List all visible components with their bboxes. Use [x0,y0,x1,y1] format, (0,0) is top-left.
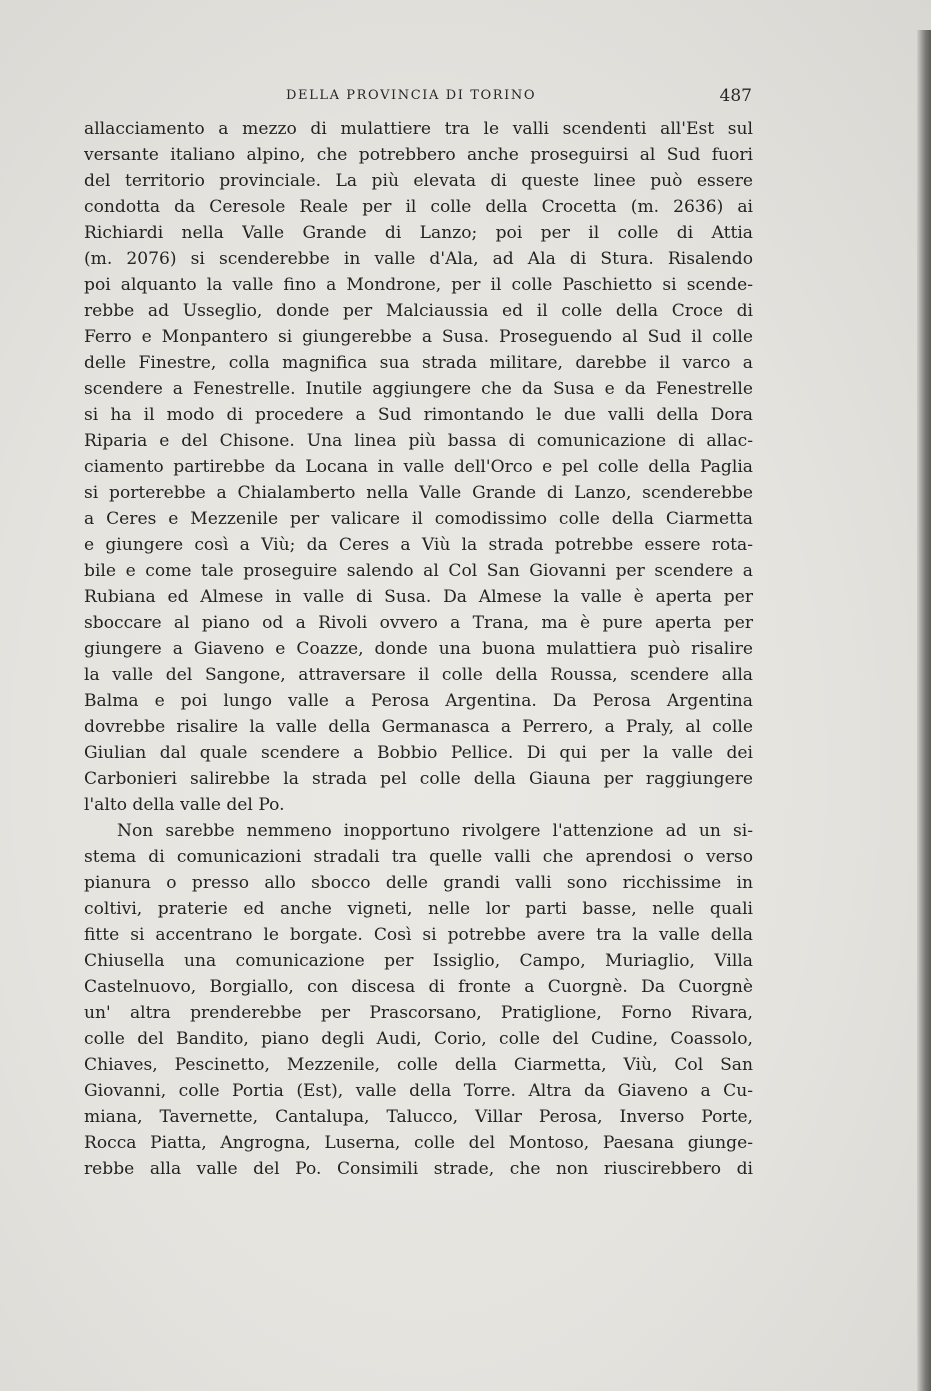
text-line: Rubiana ed Almese in valle di Susa. Da Almese la valle è aperta per [84,587,753,607]
text-line: Chiusella una comunicazione per Issiglio, Campo, Muriaglio, Villa [84,951,753,971]
text-line: allacciamento a mezzo di mulattiere tra le valli scendenti all'Est sul [84,119,753,139]
text-line: delle Finestre, colla magnifica sua strada militare, darebbe il varco a [84,353,753,373]
text-line: si ha il modo di procedere a Sud rimontando le due valli della Dora [84,405,753,425]
text-line: poi alquanto la valle fino a Mondrone, per il colle Paschietto si scende- [84,275,753,295]
text-line: Riparia e del Chisone. Una linea più bassa di comunicazione di allac- [84,431,753,451]
text-line: l'alto della valle del Po. [84,795,285,815]
text-line: Balma e poi lungo valle a Perosa Argentina. Da Perosa Argentina [84,691,753,711]
text-line: Ferro e Monpantero si giungerebbe a Susa. Proseguendo al Sud il colle [84,327,753,347]
text-line: e giungere così a Viù; da Ceres a Viù la strada potrebbe essere rota- [84,535,753,555]
text-line: Giulian dal quale scendere a Bobbio Pellice. Di qui per la valle dei [84,743,753,763]
text-line: ciamento partirebbe da Locana in valle dell'Orco e pel colle della Paglia [84,457,753,477]
text-line: scendere a Fenestrelle. Inutile aggiungere che da Susa e da Fenestrelle [84,379,753,399]
text-line: stema di comunicazioni stradali tra quelle valli che aprendosi o verso [84,847,753,867]
text-line: la valle del Sangone, attraversare il colle della Roussa, scendere alla [84,665,753,685]
text-line: sboccare al piano od a Rivoli ovvero a Trana, ma è pure aperta per [84,613,753,633]
text-line: bile e come tale proseguire salendo al Col San Giovanni per scendere a [84,561,753,581]
running-title: DELLA PROVINCIA DI TORINO [286,88,537,103]
text-line: dovrebbe risalire la valle della Germanasca a Perrero, a Praly, al colle [84,717,753,737]
text-line: versante italiano alpino, che potrebbero anche proseguirsi al Sud fuori [84,145,753,165]
text-line: Rocca Piatta, Angrogna, Luserna, colle del Montoso, Paesana giunge- [84,1133,753,1153]
text-line: Giovanni, colle Portia (Est), valle della Torre. Altra da Giaveno a Cu- [84,1081,753,1101]
page-header [86,86,752,110]
binding-gutter-shadow [917,30,931,1391]
text-line: rebbe alla valle del Po. Consimili strade, che non riuscirebbero di [84,1159,753,1179]
text-line: Carbonieri salirebbe la strada pel colle della Giauna per raggiungere [84,769,753,789]
text-line: Castelnuovo, Borgiallo, con discesa di fronte a Cuorgnè. Da Cuorgnè [84,977,753,997]
text-line: Richiardi nella Valle Grande di Lanzo; poi per il colle di Attia [84,223,753,243]
text-line: miana, Tavernette, Cantalupa, Talucco, Villar Perosa, Inverso Porte, [84,1107,753,1127]
text-line: rebbe ad Usseglio, donde per Malciaussia ed il colle della Croce di [84,301,753,321]
text-line: (m. 2076) si scenderebbe in valle d'Ala, ad Ala di Stura. Risalendo [84,249,753,269]
page-number: 487 [719,86,752,106]
text-line: si porterebbe a Chialamberto nella Valle Grande di Lanzo, scenderebbe [84,483,753,503]
text-line: condotta da Ceresole Reale per il colle della Crocetta (m. 2636) ai [84,197,753,217]
text-line: un' altra prenderebbe per Prascorsano, Pratiglione, Forno Rivara, [84,1003,753,1023]
text-line: Chiaves, Pescinetto, Mezzenile, colle della Ciarmetta, Viù, Col San [84,1055,753,1075]
text-line: giungere a Giaveno e Coazze, donde una buona mulattiera può risalire [84,639,753,659]
text-line: del territorio provinciale. La più elevata di queste linee può essere [84,171,753,191]
text-line: coltivi, praterie ed anche vigneti, nelle lor parti basse, nelle quali [84,899,753,919]
body-text [84,116,753,1182]
text-line: Non sarebbe nemmeno inopportuno rivolgere l'attenzione ad un si- [117,821,753,841]
text-line: pianura o presso allo sbocco delle grandi valli sono ricchissime in [84,873,753,893]
text-line: a Ceres e Mezzenile per valicare il comodissimo colle della Ciarmetta [84,509,753,529]
text-line: colle del Bandito, piano degli Audi, Corio, colle del Cudine, Coassolo, [84,1029,753,1049]
text-line: fitte si accentrano le borgate. Così si potrebbe avere tra la valle della [84,925,753,945]
